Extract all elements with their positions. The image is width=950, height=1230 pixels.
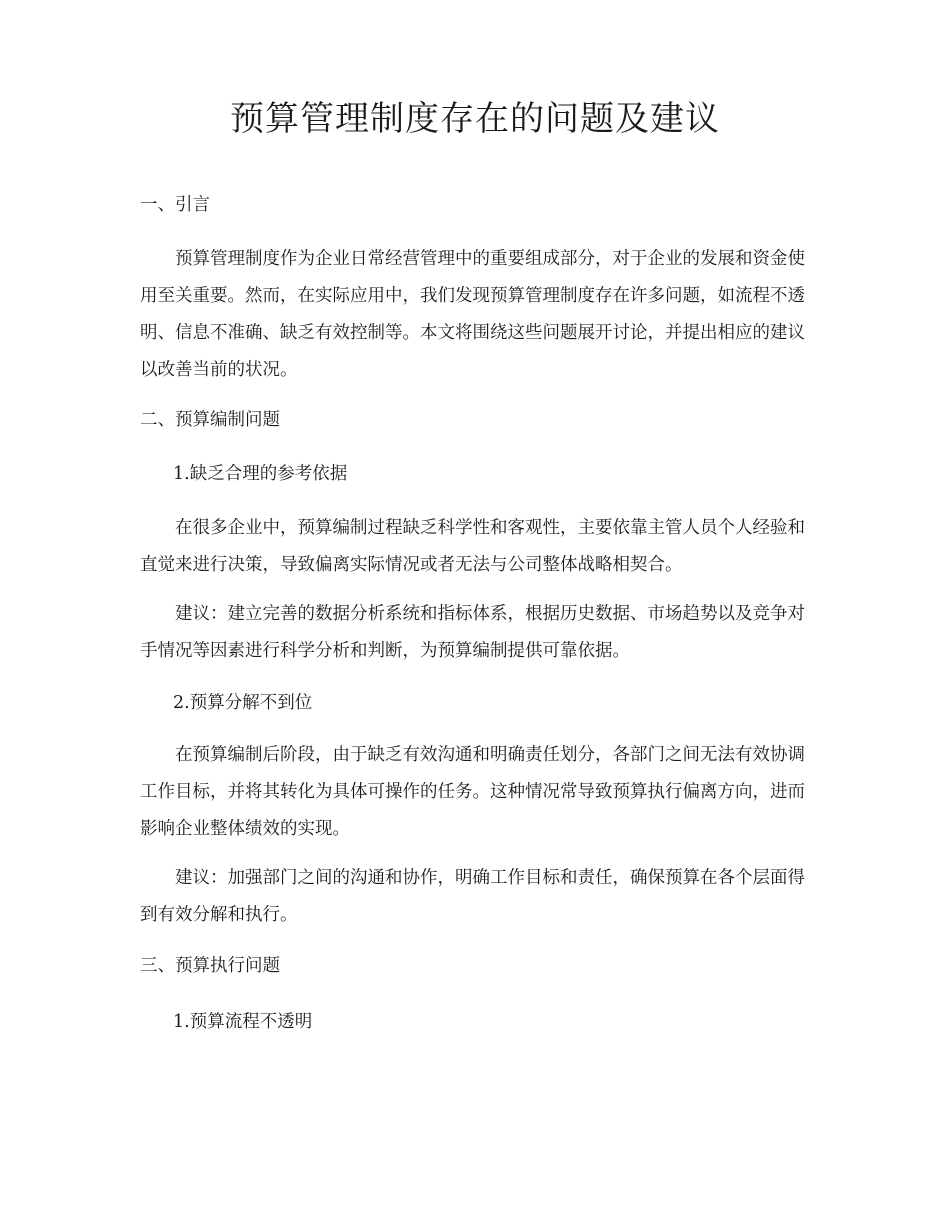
section-heading-budget-execution: 三、预算执行问题 bbox=[140, 956, 280, 976]
subsection-title-process-transparency: 1.预算流程不透明 bbox=[173, 1012, 313, 1032]
reference-basis-paragraph: 在很多企业中，预算编制过程缺乏科学性和客观性，主要依靠主管人员个人经验和直觉来进行决策，导致偏离实际情况或者无法与公司整体战略相契合。 bbox=[140, 518, 805, 575]
document-title: 预算管理制度存在的问题及建议 bbox=[230, 99, 720, 139]
intro-paragraph: 预算管理制度作为企业日常经营管理中的重要组成部分，对于企业的发展和资金使用至关重要。然而，在实际应用中，我们发现预算管理制度存在许多问题，如流程不透明、信息不准确、缺乏有效控制等。本文将围绕这些问题展开讨论，并提出相应的建议以改善当前的状况。 bbox=[140, 249, 805, 380]
subsection-title-reference-basis: 1.缺乏合理的参考依据 bbox=[173, 464, 348, 484]
reference-basis-suggestion: 建议：建立完善的数据分析系统和指标体系，根据历史数据、市场趋势以及竞争对手情况等因素进行科学分析和判断，为预算编制提供可靠依据。 bbox=[140, 604, 805, 661]
budget-breakdown-paragraph: 在预算编制后阶段，由于缺乏有效沟通和明确责任划分，各部门之间无法有效协调工作目标，并将其转化为具体可操作的任务。这种情况常导致预算执行偏离方向，进而影响企业整体绩效的实现。 bbox=[140, 745, 805, 839]
section-heading-budget-preparation: 二、预算编制问题 bbox=[140, 410, 280, 430]
section-heading-intro: 一、引言 bbox=[140, 195, 210, 215]
subsection-title-budget-breakdown: 2.预算分解不到位 bbox=[173, 693, 313, 713]
budget-breakdown-suggestion: 建议：加强部门之间的沟通和协作，明确工作目标和责任，确保预算在各个层面得到有效分解和执行。 bbox=[140, 868, 805, 925]
